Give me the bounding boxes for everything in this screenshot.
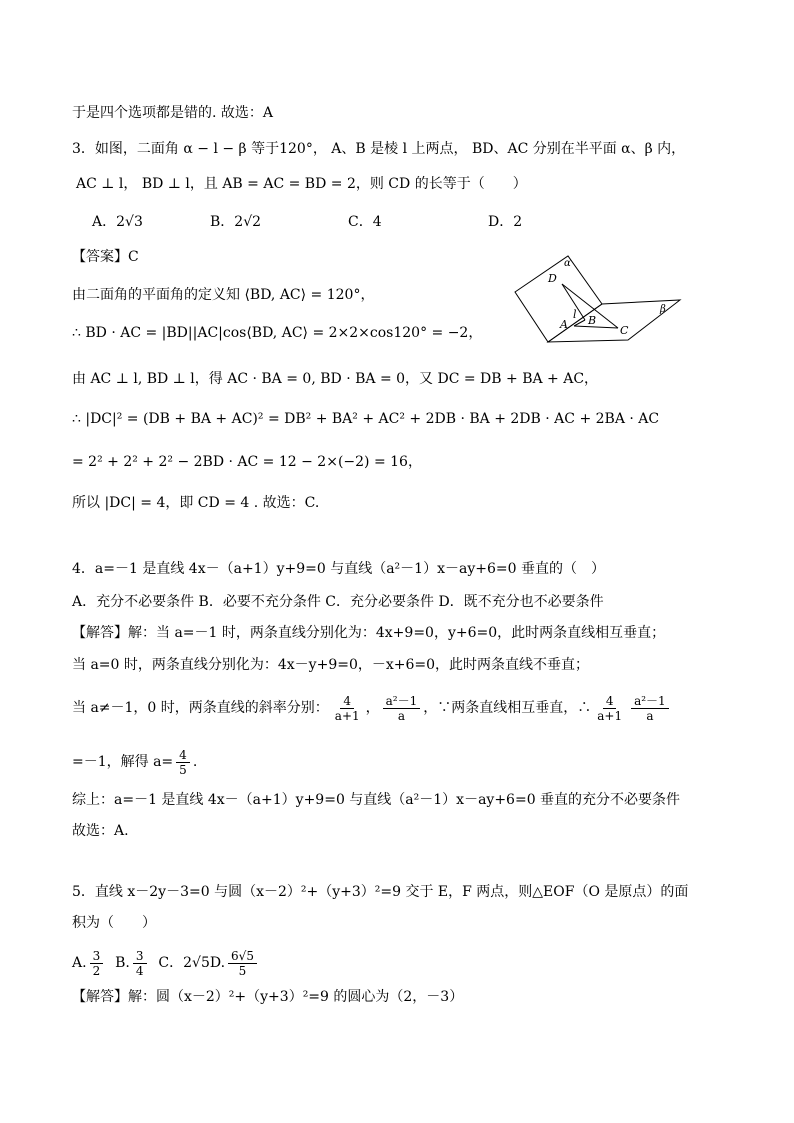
q5-option-a-label: A. bbox=[72, 955, 87, 971]
q4-fraction-3-num: 4 bbox=[603, 694, 617, 709]
prev-conclusion: 于是四个选项都是错的. 故选：A bbox=[72, 105, 274, 121]
q3-solution-line4: ∴ |DC|² = (DB + BA + AC)² = DB² + BA² + AC² + 2DB · BA + 2DB · AC + 2BA · AC bbox=[72, 411, 660, 427]
q4-fraction-5 bbox=[176, 748, 190, 777]
q5-option-d-fraction bbox=[228, 949, 257, 978]
q5-option-a-fraction bbox=[90, 949, 104, 978]
q3-answer-tag: 【答案】C bbox=[72, 249, 139, 265]
q5-stem-line2: 积为（ ） bbox=[72, 915, 156, 931]
q4-sol4-text-b: . bbox=[192, 754, 198, 770]
q5-option-d-num: 6√5 bbox=[228, 949, 257, 964]
q4-options: A．充分不必要条件 B．必要不充分条件 C．充分必要条件 D．既不充分也不必要条件 bbox=[72, 594, 604, 610]
q5-option-a-num: 3 bbox=[90, 949, 104, 964]
label-b: B bbox=[588, 314, 597, 327]
label-d: D bbox=[548, 272, 557, 285]
q4-solution-line6: 故选：A. bbox=[72, 823, 129, 839]
half-plane-alpha bbox=[515, 256, 602, 342]
q3-option-a: A．2√3 bbox=[92, 214, 143, 230]
q4-solution-line3: 当 a≠－1，0 时，两条直线的斜率分别： $\frac{4}{a+1}$ ， $\frac{\text{a²－1}}{a}$ ，∵两条直线相互垂直，∴ $\frac{4}{a+1}$ $\frac{\text{a²－1}}{a}$ bbox=[72, 691, 672, 725]
q3-solution-line5: = 2² + 2² + 2² − 2BD · AC = 12 − 2×(−2) = 16， bbox=[72, 454, 422, 470]
q4-sol3-text-b: ，∵两条直线相互垂直，∴ bbox=[423, 700, 592, 716]
label-beta: β bbox=[660, 304, 666, 315]
q3-solution-line1: 由二面角的平面角的定义知 ⟨BD, AC⟩ = 120°， bbox=[72, 287, 375, 303]
label-l: l bbox=[573, 308, 577, 321]
q5-option-d-den: 5 bbox=[238, 963, 247, 978]
q3-solution-line6: 所以 |DC| = 4，即 CD = 4 . 故选：C. bbox=[72, 495, 320, 511]
q4-sol4-text-a: =－1，解得 a= bbox=[72, 754, 174, 770]
q4-fraction-4 bbox=[631, 694, 669, 723]
q4-fraction-2-num: a²－1 bbox=[383, 694, 421, 709]
dihedral-angle-figure bbox=[510, 252, 700, 352]
q4-fraction-1-den: a+1 bbox=[334, 708, 360, 723]
q4-fraction-1 bbox=[332, 694, 363, 723]
q5-option-b-num: 3 bbox=[133, 949, 147, 964]
q3-option-c: C．4 bbox=[348, 214, 382, 230]
q3-solution-line3: 由 AC ⊥ l, BD ⊥ l，得 AC · BA = 0, BD · BA = 0，又 DC = DB + BA + AC， bbox=[72, 371, 599, 387]
q4-solution-line4 bbox=[72, 745, 197, 779]
q5-options bbox=[72, 946, 260, 980]
q4-solution-line5: 综上：a=－1 是直线 4x－（a+1）y+9=0 与直线（a²－1）x－ay+6=0 垂直的充分不必要条件 bbox=[72, 792, 681, 808]
q4-fraction-2 bbox=[383, 694, 421, 723]
q3-option-b: B．2√2 bbox=[210, 214, 262, 230]
q3-stem-line2: AC ⊥ l， BD ⊥ l，且 AB = AC = BD = 2，则 CD 的长等于（ ） bbox=[76, 176, 527, 192]
q4-fraction-5-den: 5 bbox=[179, 762, 187, 777]
label-alpha: α bbox=[564, 258, 571, 269]
q4-stem: 4．a=－1 是直线 4x－（a+1）y+9=0 与直线（a²－1）x－ay+6=0 垂直的（ ） bbox=[72, 561, 605, 577]
q4-fraction-1-num: 4 bbox=[340, 694, 354, 709]
q5-option-c-label: C．2√5D. bbox=[158, 955, 226, 971]
q4-fraction-5-num: 4 bbox=[176, 748, 190, 763]
q5-stem-line1: 5．直线 x－2y－3=0 与圆（x－2）²+（y+3）²=9 交于 E，F 两点，则△EOF（O 是原点）的面 bbox=[72, 884, 689, 900]
q3-option-d: D．2 bbox=[488, 214, 523, 230]
q4-solution-line1: 【解答】解：当 a=－1 时，两条直线分别化为：4x+9=0，y+6=0，此时两条直线相互垂直； bbox=[72, 625, 666, 641]
label-a: A bbox=[560, 318, 568, 331]
q5-option-b-label: B. bbox=[115, 955, 130, 971]
q4-fraction-2-den: a bbox=[397, 708, 406, 723]
q4-sol3-text-a: 当 a≠－1，0 时，两条直线的斜率分别： bbox=[72, 700, 329, 716]
q4-fraction-4-den: a bbox=[646, 708, 654, 723]
q4-fraction-3-den: a+1 bbox=[597, 708, 623, 723]
q5-option-b-fraction bbox=[133, 949, 147, 978]
q3-stem-line1: 3．如图，二面角 α − l − β 等于120°， A、B 是棱 l 上两点， BD、AC 分别在半平面 α、β 内， bbox=[72, 141, 686, 157]
label-c: C bbox=[620, 324, 629, 337]
q5-option-b-den: 4 bbox=[135, 963, 144, 978]
q4-fraction-4-num: a²－1 bbox=[631, 694, 669, 709]
q4-fraction-3 bbox=[594, 694, 625, 723]
q3-solution-line2: ∴ BD · AC = |BD||AC|cos⟨BD, AC⟩ = 2×2×cos120° = −2， bbox=[72, 325, 483, 341]
q4-solution-line2: 当 a=0 时，两条直线分别化为：4x－y+9=0，－x+6=0，此时两条直线不垂直； bbox=[72, 657, 590, 673]
q5-option-a-den: 2 bbox=[92, 963, 101, 978]
q5-solution-line1: 【解答】解：圆（x－2）²+（y+3）²=9 的圆心为（2，－3） bbox=[72, 989, 464, 1005]
